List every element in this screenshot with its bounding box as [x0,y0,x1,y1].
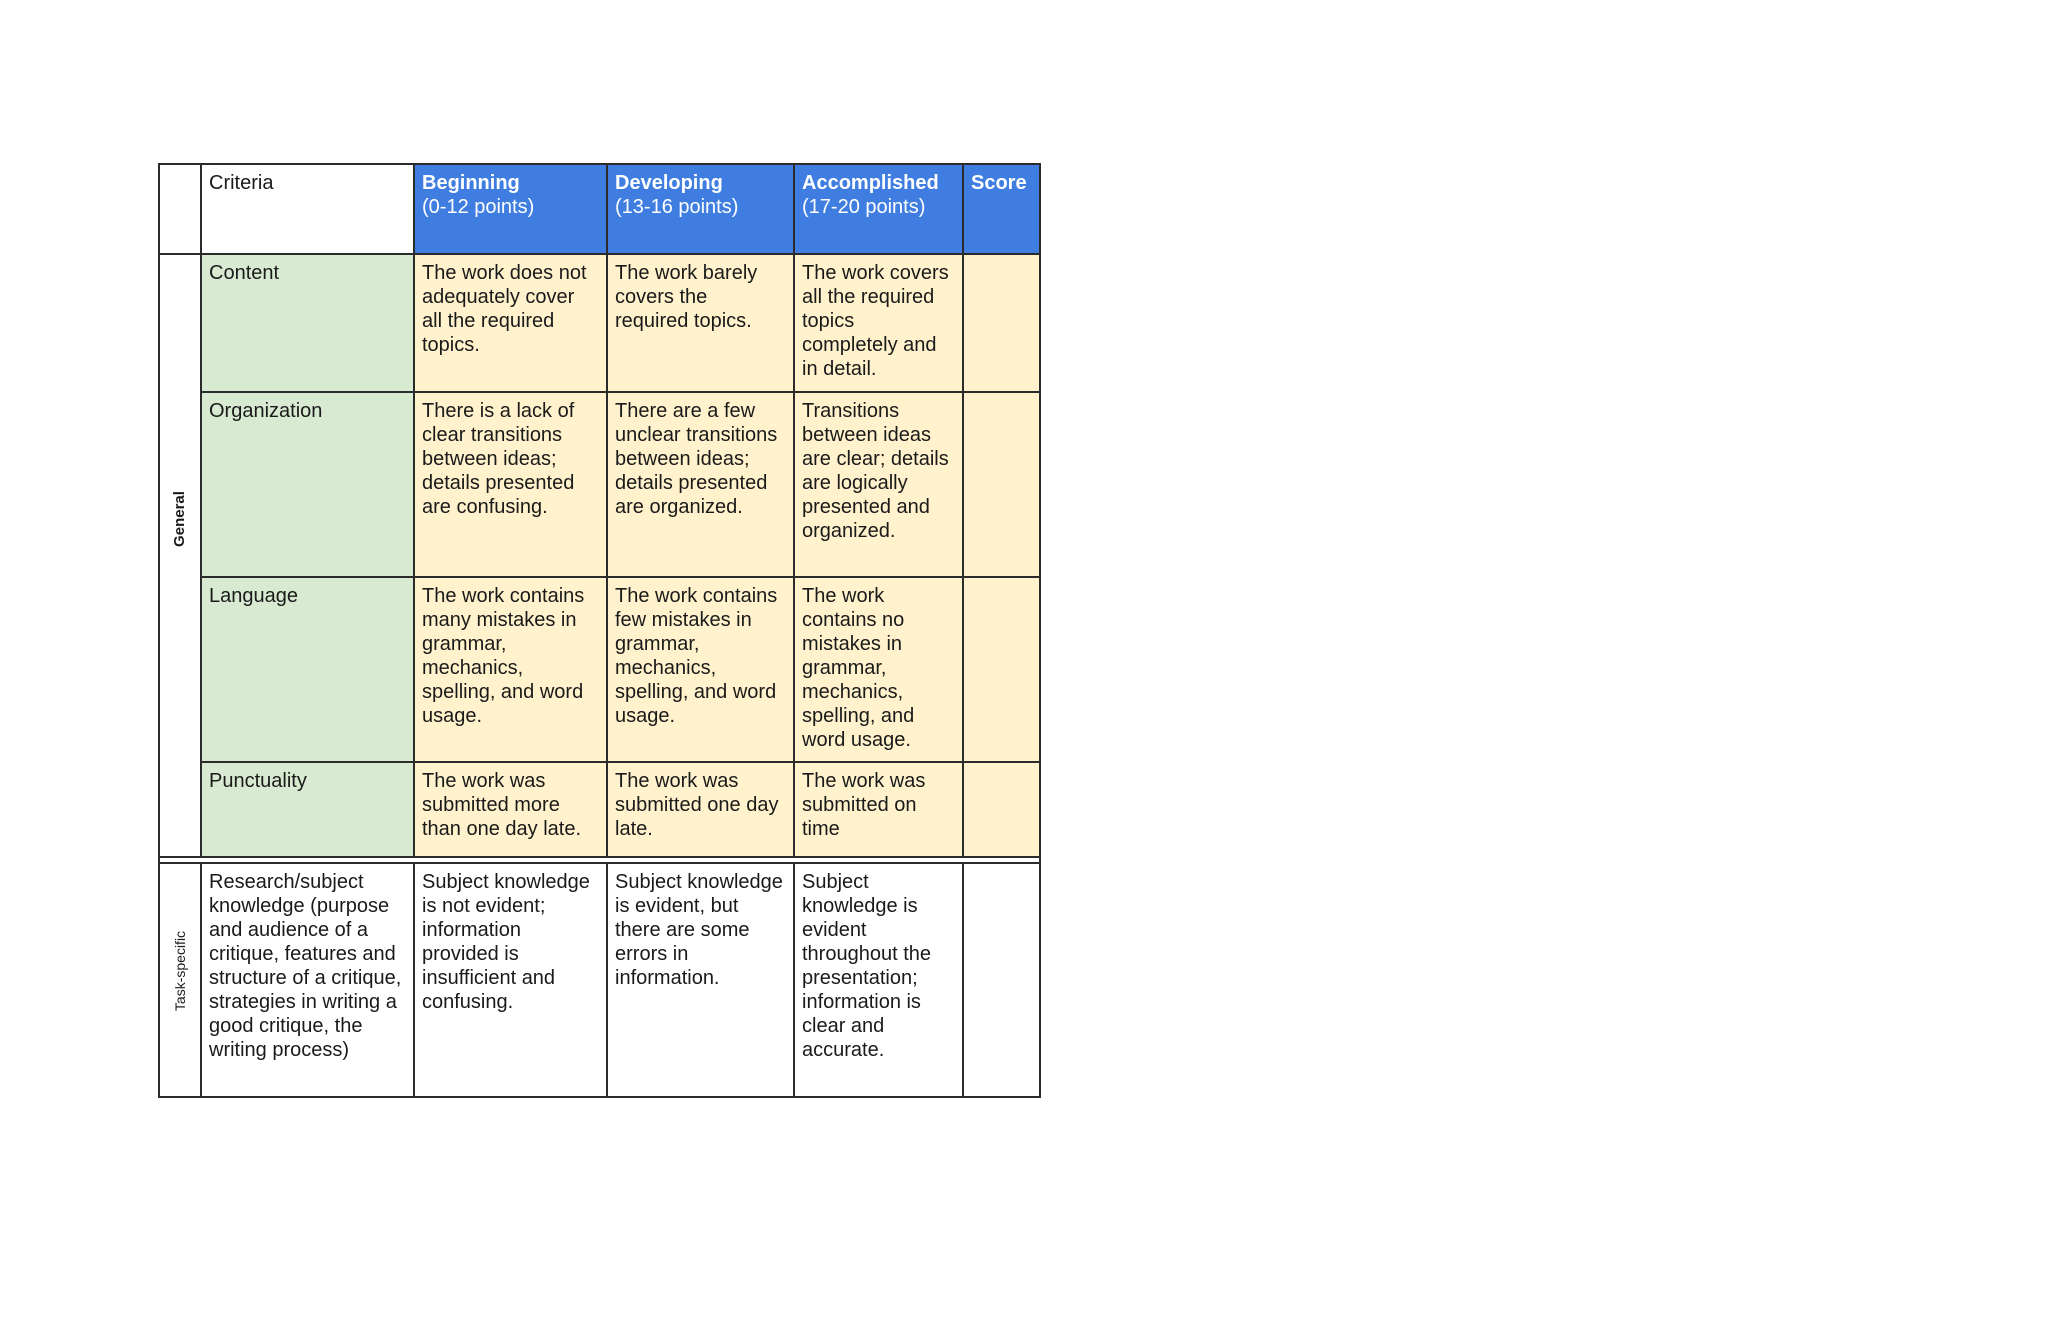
header-row [159,164,1040,254]
corner-cell [159,164,201,254]
group-task-specific-label: Task-specific [172,930,188,1011]
header-accomplished [794,164,963,254]
accomplished-cell: The work was submitted on time [794,762,963,857]
header-developing [607,164,794,254]
beginning-cell: The work does not adequately cover all the required topics. [414,254,607,392]
header-developing-title: Developing [615,172,723,194]
row-punctuality [159,762,1040,857]
score-cell[interactable] [963,392,1040,577]
header-accomplished-range: (17-20 points) [802,196,926,218]
accomplished-cell: The work covers all the required topics completely and in detail. [794,254,963,392]
score-cell[interactable] [963,254,1040,392]
row-language [159,577,1040,762]
developing-cell: The work contains few mistakes in grammar, mechanics, spelling, and word usage. [607,577,794,762]
accomplished-cell: Subject knowledge is evident throughout the presentation; information is clear and accurate. [794,863,963,1097]
developing-cell: The work barely covers the required topics. [607,254,794,392]
score-cell[interactable] [963,577,1040,762]
row-organization [159,392,1040,577]
row-research [159,863,1040,1097]
accomplished-cell: The work contains no mistakes in grammar, mechanics, spelling, and word usage. [794,577,963,762]
beginning-cell: The work contains many mistakes in grammar, mechanics, spelling, and word usage. [414,577,607,762]
criterion-cell: Research/subject knowledge (purpose and audience of a critique, features and structure of a critique, strategies in writing a good critique, the writing process) [201,863,414,1097]
score-cell[interactable] [963,762,1040,857]
group-general-cell [159,254,201,857]
criterion-cell: Language [201,577,414,762]
rubric-table [158,163,1041,1098]
accomplished-cell: Transitions between ideas are clear; details are logically presented and organized. [794,392,963,577]
header-beginning [414,164,607,254]
group-task-specific-cell [159,863,201,1097]
beginning-cell: The work was submitted more than one day late. [414,762,607,857]
row-content [159,254,1040,392]
header-beginning-title: Beginning [422,172,520,194]
score-cell[interactable] [963,863,1040,1097]
group-general-label: General [171,491,188,548]
header-accomplished-title: Accomplished [802,172,939,194]
rubric-container [158,163,1041,1098]
developing-cell: Subject knowledge is evident, but there are some errors in information. [607,863,794,1097]
beginning-cell: There is a lack of clear transitions between ideas; details presented are confusing. [414,392,607,577]
header-criteria: Criteria [201,164,414,254]
criterion-cell: Organization [201,392,414,577]
beginning-cell: Subject knowledge is not evident; information provided is insufficient and confusing. [414,863,607,1097]
header-developing-range: (13-16 points) [615,196,739,218]
header-beginning-range: (0-12 points) [422,196,535,218]
header-score: Score [963,164,1040,254]
criterion-cell: Content [201,254,414,392]
developing-cell: The work was submitted one day late. [607,762,794,857]
criterion-cell: Punctuality [201,762,414,857]
developing-cell: There are a few unclear transitions between ideas; details presented are organized. [607,392,794,577]
